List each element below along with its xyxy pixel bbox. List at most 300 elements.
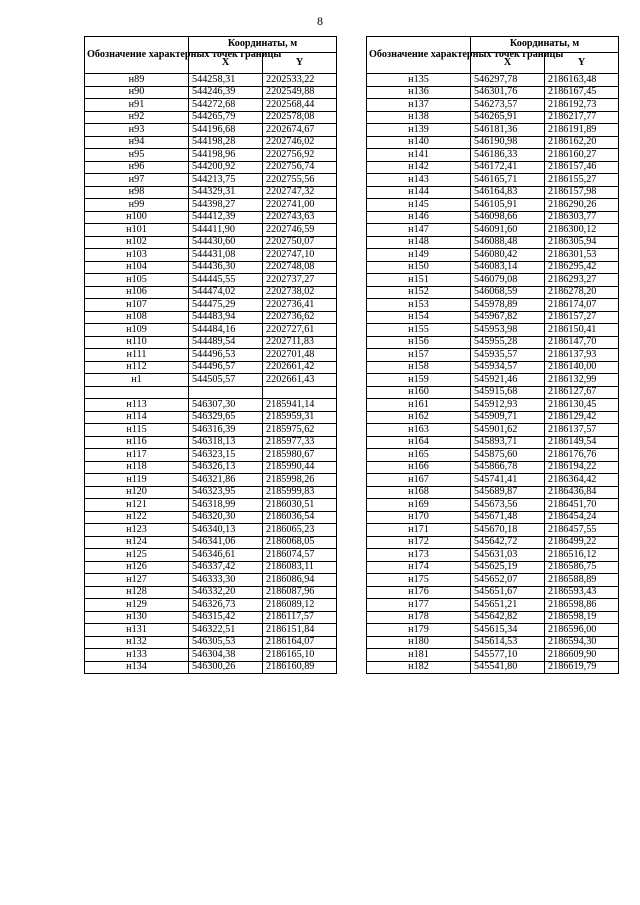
point-designation: н159	[367, 374, 471, 387]
point-designation: н138	[367, 111, 471, 124]
point-designation: н151	[367, 274, 471, 287]
coordinate-x: 546305,53	[189, 636, 263, 649]
table-row	[367, 211, 619, 224]
table-row	[85, 536, 337, 549]
table-row	[367, 361, 619, 374]
point-designation: н128	[85, 586, 189, 599]
coordinate-x: 545741,41	[471, 474, 545, 487]
table-row	[367, 574, 619, 587]
table-row	[85, 411, 337, 424]
table-row	[85, 149, 337, 162]
table-row	[367, 586, 619, 599]
coordinate-x: 545651,67	[471, 586, 545, 599]
table-row	[367, 111, 619, 124]
coordinate-y: 2202741,00	[263, 199, 337, 212]
coordinate-x: 544398,27	[189, 199, 263, 212]
coordinate-x: 544445,55	[189, 274, 263, 287]
coordinate-y: 2202568,44	[263, 99, 337, 112]
table-row	[367, 649, 619, 662]
point-designation: н162	[367, 411, 471, 424]
table-row	[85, 136, 337, 149]
coordinate-x: 544265,79	[189, 111, 263, 124]
point-designation: н125	[85, 549, 189, 562]
coordinate-y: 2202743,63	[263, 211, 337, 224]
coordinate-x: 544431,08	[189, 249, 263, 262]
coordinate-x: 546080,42	[471, 249, 545, 262]
point-designation: н89	[85, 74, 189, 87]
header-y: Y	[545, 53, 619, 74]
table-row	[367, 261, 619, 274]
header-x: X	[471, 53, 545, 74]
table-row	[85, 586, 337, 599]
point-designation: н182	[367, 661, 471, 674]
coordinate-x: 546323,15	[189, 449, 263, 462]
coordinate-x: 546304,38	[189, 649, 263, 662]
table-row	[85, 661, 337, 674]
coordinate-x: 544272,68	[189, 99, 263, 112]
coordinate-x: 546326,13	[189, 461, 263, 474]
coordinates-table-left	[84, 36, 337, 674]
table-row	[367, 274, 619, 287]
coordinate-x: 544496,53	[189, 349, 263, 362]
point-designation: н134	[85, 661, 189, 674]
coordinate-x: 545651,21	[471, 599, 545, 612]
point-designation: н122	[85, 511, 189, 524]
coordinate-x: 546318,99	[189, 499, 263, 512]
coordinate-x: 545912,93	[471, 399, 545, 412]
coordinate-y: 2186499,22	[545, 536, 619, 549]
table-row	[85, 286, 337, 299]
coordinate-x: 546322,51	[189, 624, 263, 637]
table-row	[367, 299, 619, 312]
point-designation: н107	[85, 299, 189, 312]
point-designation: н172	[367, 536, 471, 549]
coordinate-y: 2186149,54	[545, 436, 619, 449]
point-designation: н154	[367, 311, 471, 324]
coordinate-y: 2202736,41	[263, 299, 337, 312]
table-row	[85, 386, 337, 399]
coordinate-y: 2186157,27	[545, 311, 619, 324]
coordinate-x: 546307,30	[189, 399, 263, 412]
point-designation: н156	[367, 336, 471, 349]
coordinate-y: 2202756,92	[263, 149, 337, 162]
coordinate-x: 545935,57	[471, 349, 545, 362]
coordinate-y: 2202736,62	[263, 311, 337, 324]
table-row	[367, 611, 619, 624]
coordinate-y: 2202578,08	[263, 111, 337, 124]
coordinate-y: 2202750,07	[263, 236, 337, 249]
header-coordinates: Координаты, м	[471, 37, 619, 53]
point-designation: н175	[367, 574, 471, 587]
coordinate-y: 2186176,76	[545, 449, 619, 462]
point-designation: н126	[85, 561, 189, 574]
coordinate-y: 2186086,94	[263, 574, 337, 587]
point-designation: н147	[367, 224, 471, 237]
point-designation: н164	[367, 436, 471, 449]
coordinate-x: 545577,10	[471, 649, 545, 662]
coordinate-y: 2186087,96	[263, 586, 337, 599]
table-row	[85, 224, 337, 237]
table-row	[85, 249, 337, 262]
table-row	[85, 649, 337, 662]
header-y: Y	[263, 53, 337, 74]
coordinate-y: 2186454,24	[545, 511, 619, 524]
coordinate-y: 2186140,00	[545, 361, 619, 374]
point-designation: н119	[85, 474, 189, 487]
coordinate-y: 2186300,12	[545, 224, 619, 237]
coordinate-x: 546273,57	[471, 99, 545, 112]
point-designation: н118	[85, 461, 189, 474]
coordinate-y: 2186301,53	[545, 249, 619, 262]
coordinate-y: 2185977,33	[263, 436, 337, 449]
coordinate-y: 2186293,27	[545, 274, 619, 287]
table-row	[367, 236, 619, 249]
coordinate-x: 546340,13	[189, 524, 263, 537]
coordinate-y: 2186157,46	[545, 161, 619, 174]
coordinate-y: 2202746,59	[263, 224, 337, 237]
coordinate-x: 545967,82	[471, 311, 545, 324]
point-designation	[85, 386, 189, 399]
point-designation: н149	[367, 249, 471, 262]
point-designation: н173	[367, 549, 471, 562]
table-row	[367, 561, 619, 574]
coordinate-y: 2202746,02	[263, 136, 337, 149]
table-row	[367, 661, 619, 674]
coordinate-x: 546105,91	[471, 199, 545, 212]
coordinate-x: 544489,54	[189, 336, 263, 349]
coordinate-y: 2186068,05	[263, 536, 337, 549]
coordinate-x: 546320,30	[189, 511, 263, 524]
table-row	[367, 549, 619, 562]
coordinate-y: 2186137,57	[545, 424, 619, 437]
coordinate-y: 2186089,12	[263, 599, 337, 612]
point-designation: н105	[85, 274, 189, 287]
table-row	[85, 374, 337, 387]
coordinate-y: 2202738,02	[263, 286, 337, 299]
coordinate-y: 2186030,51	[263, 499, 337, 512]
coordinate-x: 545625,19	[471, 561, 545, 574]
coordinate-y: 2202747,10	[263, 249, 337, 262]
point-designation: н93	[85, 124, 189, 137]
coordinate-y: 2186165,10	[263, 649, 337, 662]
point-designation: н178	[367, 611, 471, 624]
coordinate-x: 545955,28	[471, 336, 545, 349]
coordinate-x: 545893,71	[471, 436, 545, 449]
coordinate-x: 546332,20	[189, 586, 263, 599]
coordinate-y: 2202755,56	[263, 174, 337, 187]
table-row	[85, 499, 337, 512]
coordinate-x: 546181,36	[471, 124, 545, 137]
table-row	[367, 74, 619, 87]
coordinate-x: 546297,78	[471, 74, 545, 87]
coordinate-y: 2186160,89	[263, 661, 337, 674]
table-row	[367, 349, 619, 362]
coordinate-x: 545875,60	[471, 449, 545, 462]
coordinate-y: 2186588,89	[545, 574, 619, 587]
header-designation: Обозначение характерных точек границы	[367, 37, 471, 74]
table-row	[85, 211, 337, 224]
table-row	[85, 261, 337, 274]
coordinate-y: 2185975,62	[263, 424, 337, 437]
coordinate-x: 546333,30	[189, 574, 263, 587]
table-row	[85, 624, 337, 637]
coordinates-table-right	[366, 36, 619, 674]
point-designation: н98	[85, 186, 189, 199]
coordinate-x: 545673,56	[471, 499, 545, 512]
table-row	[85, 186, 337, 199]
coordinate-y: 2186217,77	[545, 111, 619, 124]
coordinate-x: 544474,02	[189, 286, 263, 299]
point-designation: н117	[85, 449, 189, 462]
table-row	[367, 486, 619, 499]
point-designation: н168	[367, 486, 471, 499]
coordinate-y: 2186303,77	[545, 211, 619, 224]
coordinate-y: 2186147,70	[545, 336, 619, 349]
table-row	[367, 324, 619, 337]
table-row	[367, 599, 619, 612]
table-row	[85, 361, 337, 374]
table-row	[367, 461, 619, 474]
point-designation: н153	[367, 299, 471, 312]
coordinate-x: 544496,57	[189, 361, 263, 374]
coordinate-x: 545953,98	[471, 324, 545, 337]
table-row	[367, 86, 619, 99]
coordinate-y: 2186436,84	[545, 486, 619, 499]
point-designation: н131	[85, 624, 189, 637]
coordinate-y: 2185941,14	[263, 399, 337, 412]
table-row	[85, 599, 337, 612]
table-row	[85, 336, 337, 349]
point-designation: н167	[367, 474, 471, 487]
point-designation: н146	[367, 211, 471, 224]
coordinate-x: 546164,83	[471, 186, 545, 199]
coordinate-x: 545541,80	[471, 661, 545, 674]
coordinate-x: 546316,39	[189, 424, 263, 437]
table-row	[367, 399, 619, 412]
coordinate-y: 2186157,98	[545, 186, 619, 199]
coordinate-y: 2186451,70	[545, 499, 619, 512]
coordinate-x: 546098,66	[471, 211, 545, 224]
coordinate-x: 544484,16	[189, 324, 263, 337]
point-designation: н158	[367, 361, 471, 374]
coordinate-y: 2186151,84	[263, 624, 337, 637]
coordinate-y: 2186130,45	[545, 399, 619, 412]
point-designation: н103	[85, 249, 189, 262]
coordinate-x: 546190,98	[471, 136, 545, 149]
table-row	[85, 349, 337, 362]
point-designation: н112	[85, 361, 189, 374]
table-row	[85, 636, 337, 649]
point-designation: н170	[367, 511, 471, 524]
coordinate-x: 544198,96	[189, 149, 263, 162]
point-designation: н166	[367, 461, 471, 474]
point-designation: н169	[367, 499, 471, 512]
table-row	[85, 511, 337, 524]
coordinate-x: 545642,82	[471, 611, 545, 624]
point-designation: н163	[367, 424, 471, 437]
point-designation: н132	[85, 636, 189, 649]
coordinate-y: 2202674,67	[263, 124, 337, 137]
coordinate-y: 2186167,45	[545, 86, 619, 99]
point-designation: н123	[85, 524, 189, 537]
table-body-right	[367, 74, 619, 674]
table-row	[85, 449, 337, 462]
coordinate-y: 2202737,27	[263, 274, 337, 287]
coordinate-y: 2186137,93	[545, 349, 619, 362]
coordinate-y: 2186117,57	[263, 611, 337, 624]
coordinate-y: 2202748,08	[263, 261, 337, 274]
table-row	[85, 311, 337, 324]
coordinate-x: 544436,30	[189, 261, 263, 274]
table-row	[85, 86, 337, 99]
point-designation: н161	[367, 399, 471, 412]
table-row	[367, 636, 619, 649]
point-designation: н1	[85, 374, 189, 387]
point-designation: н99	[85, 199, 189, 212]
point-designation: н129	[85, 599, 189, 612]
point-designation: н142	[367, 161, 471, 174]
coordinate-x: 546321,86	[189, 474, 263, 487]
coordinate-x: 544200,92	[189, 161, 263, 174]
point-designation: н176	[367, 586, 471, 599]
table-row	[367, 499, 619, 512]
coordinate-y: 2186132,99	[545, 374, 619, 387]
table-row	[85, 274, 337, 287]
point-designation: н148	[367, 236, 471, 249]
coordinate-y: 2186194,22	[545, 461, 619, 474]
coordinate-y: 2186278,20	[545, 286, 619, 299]
point-designation: н108	[85, 311, 189, 324]
coordinate-x: 546165,71	[471, 174, 545, 187]
table-row	[367, 336, 619, 349]
coordinate-x: 545934,57	[471, 361, 545, 374]
coordinate-y: 2186596,00	[545, 624, 619, 637]
table-row	[367, 161, 619, 174]
point-designation: н145	[367, 199, 471, 212]
coordinate-y: 2202549,88	[263, 86, 337, 99]
table-row	[367, 374, 619, 387]
header-coordinates: Координаты, м	[189, 37, 337, 53]
table-row	[85, 524, 337, 537]
coordinate-x: 545670,18	[471, 524, 545, 537]
coordinate-y: 2186150,41	[545, 324, 619, 337]
point-designation: н136	[367, 86, 471, 99]
coordinate-y: 2186129,42	[545, 411, 619, 424]
table-row	[367, 536, 619, 549]
table-row	[367, 624, 619, 637]
point-designation: н139	[367, 124, 471, 137]
coordinate-x: 546318,13	[189, 436, 263, 449]
table-row	[367, 436, 619, 449]
coordinate-x: 546301,76	[471, 86, 545, 99]
coordinate-y: 2202661,42	[263, 361, 337, 374]
header-x: X	[189, 53, 263, 74]
coordinate-x: 546083,14	[471, 261, 545, 274]
table-row	[367, 386, 619, 399]
table-row	[85, 474, 337, 487]
coordinate-y: 2186593,43	[545, 586, 619, 599]
coordinate-x: 546068,59	[471, 286, 545, 299]
point-designation: н90	[85, 86, 189, 99]
coordinate-y: 2202727,61	[263, 324, 337, 337]
point-designation: н143	[367, 174, 471, 187]
coordinate-y: 2186065,23	[263, 524, 337, 537]
coordinate-y: 2202711,83	[263, 336, 337, 349]
coordinate-x: 545978,89	[471, 299, 545, 312]
point-designation: н155	[367, 324, 471, 337]
table-row	[367, 449, 619, 462]
point-designation: н116	[85, 436, 189, 449]
coordinate-x: 546091,60	[471, 224, 545, 237]
coordinate-x: 546186,33	[471, 149, 545, 162]
coordinate-y: 2186127,67	[545, 386, 619, 399]
coordinate-y: 2185998,26	[263, 474, 337, 487]
point-designation: н140	[367, 136, 471, 149]
coordinate-x: 546088,48	[471, 236, 545, 249]
coordinate-x: 544483,94	[189, 311, 263, 324]
point-designation: н101	[85, 224, 189, 237]
coordinate-x: 545631,03	[471, 549, 545, 562]
point-designation: н137	[367, 99, 471, 112]
coordinate-x: 545689,87	[471, 486, 545, 499]
table-row	[367, 199, 619, 212]
coordinate-y: 2186174,07	[545, 299, 619, 312]
coordinate-x: 545866,78	[471, 461, 545, 474]
point-designation: н180	[367, 636, 471, 649]
table-row	[85, 236, 337, 249]
coordinate-x: 545642,72	[471, 536, 545, 549]
coordinate-x: 545671,48	[471, 511, 545, 524]
table-row	[367, 136, 619, 149]
coordinate-y: 2186598,19	[545, 611, 619, 624]
point-designation: н120	[85, 486, 189, 499]
coordinate-y: 2185999,83	[263, 486, 337, 499]
point-designation: н114	[85, 411, 189, 424]
coordinate-y: 2186160,27	[545, 149, 619, 162]
point-designation: н100	[85, 211, 189, 224]
point-designation: н181	[367, 649, 471, 662]
coordinate-y: 2186163,48	[545, 74, 619, 87]
coordinate-x: 545901,62	[471, 424, 545, 437]
point-designation: н102	[85, 236, 189, 249]
coordinate-y: 2186083,11	[263, 561, 337, 574]
point-designation: н135	[367, 74, 471, 87]
point-designation: н111	[85, 349, 189, 362]
table-row	[367, 424, 619, 437]
coordinate-y: 2185980,67	[263, 449, 337, 462]
coordinate-y: 2186586,75	[545, 561, 619, 574]
point-designation: н121	[85, 499, 189, 512]
point-designation: н160	[367, 386, 471, 399]
point-designation: н97	[85, 174, 189, 187]
coordinate-x: 545652,07	[471, 574, 545, 587]
point-designation: н157	[367, 349, 471, 362]
table-row	[85, 174, 337, 187]
table-row	[85, 461, 337, 474]
coordinate-x: 544246,39	[189, 86, 263, 99]
coordinate-x: 546337,42	[189, 561, 263, 574]
coordinate-y	[263, 386, 337, 399]
table-row	[367, 224, 619, 237]
coordinate-x: 544198,28	[189, 136, 263, 149]
point-designation: н109	[85, 324, 189, 337]
coordinate-y: 2186036,54	[263, 511, 337, 524]
coordinate-x: 545615,34	[471, 624, 545, 637]
table-row	[367, 311, 619, 324]
coordinate-y: 2202533,22	[263, 74, 337, 87]
coordinate-y: 2186290,26	[545, 199, 619, 212]
point-designation: н113	[85, 399, 189, 412]
